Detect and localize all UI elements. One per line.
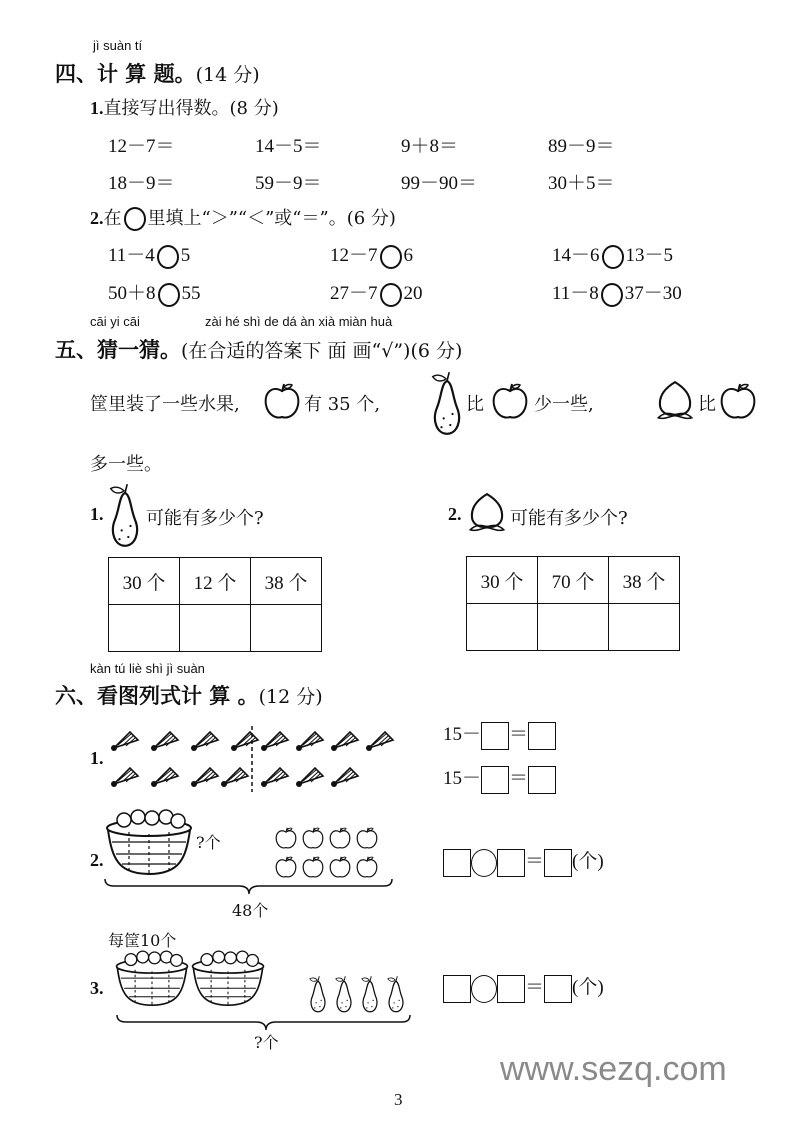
calc-item: 18－9＝ (108, 173, 175, 194)
right-expr: 5 (180, 245, 191, 266)
answer-cell[interactable] (467, 604, 538, 651)
option-label: 30 个 (109, 558, 180, 605)
q5-1-number (90, 504, 104, 525)
left-expr: 27－7 (330, 283, 378, 304)
answer-box[interactable] (544, 849, 572, 877)
eq-text: 15－ (443, 768, 482, 789)
q-number: 1. (90, 748, 104, 768)
left-expr: 11－4 (108, 245, 155, 266)
answer-box[interactable] (497, 849, 525, 877)
pear-icon (430, 370, 464, 436)
total-label: 48个 (232, 901, 269, 920)
compare-item (552, 240, 673, 269)
sentence-part: 筐里装了一些水果, (90, 394, 240, 415)
sentence-part: 有 35 个, (304, 394, 381, 415)
right-expr: 37－30 (624, 283, 682, 304)
unknown-label: ?个 (196, 833, 221, 852)
answer-circle[interactable] (380, 245, 402, 269)
compare-item (552, 278, 682, 307)
q-number: 2. (448, 504, 462, 524)
answer-circle[interactable] (380, 283, 402, 307)
option-label: 12 个 (180, 558, 251, 605)
compare-item (108, 240, 190, 269)
unknown-label: ?个 (254, 1033, 279, 1052)
apple-icon (718, 380, 758, 422)
circle-icon (124, 207, 146, 231)
answer-box[interactable] (443, 849, 471, 877)
option-label: 38 个 (251, 558, 322, 605)
compare-item (108, 278, 201, 307)
page-number: 3 (394, 1090, 403, 1109)
q4-2-heading (90, 204, 396, 231)
section6-pinyin: kàn tú liè shì jì suàn (90, 661, 205, 676)
section5-pinyin: cāi yi cāi (90, 314, 140, 329)
section5-instructions: (在合适的答案下 面 画“√”)(6 分) (181, 340, 463, 362)
equation (443, 846, 604, 877)
compare-item (330, 278, 423, 307)
right-expr: 20 (403, 283, 423, 304)
operator-circle[interactable] (471, 975, 497, 1003)
sentence-part: 多一些。 (90, 454, 162, 475)
section4-score: (14 分) (195, 64, 260, 86)
eq-text: ＝ (525, 851, 545, 872)
left-expr: 11－8 (552, 283, 599, 304)
brace-icon (104, 878, 394, 898)
calc-item: 99－90＝ (401, 173, 478, 194)
equation (443, 763, 556, 794)
right-expr: 6 (403, 245, 414, 266)
operator-circle[interactable] (471, 849, 497, 877)
answer-box[interactable] (481, 722, 509, 750)
calc-item: 9＋8＝ (401, 136, 459, 157)
calc-item: 30＋5＝ (548, 173, 615, 194)
eq-text: 15－ (443, 724, 482, 745)
answer-circle[interactable] (602, 245, 624, 269)
pear-basket-icon (114, 944, 190, 1014)
calc-item: 59－9＝ (255, 173, 322, 194)
pear-group (308, 975, 408, 1015)
apple-basket-icon (104, 808, 194, 878)
basket-note: 每筐10个 (108, 931, 177, 950)
section4-pinyin: jì suàn tí (93, 38, 143, 53)
answer-box[interactable] (528, 722, 556, 750)
right-expr: 13－5 (625, 245, 674, 266)
section6-score: (12 分) (258, 686, 323, 708)
answer-cell[interactable] (180, 605, 251, 652)
answer-cell[interactable] (538, 604, 609, 651)
peach-icon (466, 492, 508, 534)
answer-circle[interactable] (157, 245, 179, 269)
answer-cell[interactable] (109, 605, 180, 652)
shuttlecock-group (110, 726, 400, 792)
q-number: 2. (90, 208, 104, 228)
answer-circle[interactable] (158, 283, 180, 307)
peach-icon (654, 380, 696, 422)
calc-item: 14－5＝ (255, 136, 322, 157)
option-label: 70 个 (538, 557, 609, 604)
pear-icon (108, 482, 142, 548)
q-text: 直接写出得数。(8 分) (103, 98, 279, 119)
section5-title: 五、猜一猜。 (55, 337, 181, 362)
q6-3-number (90, 978, 104, 999)
apple-icon (262, 380, 302, 422)
q-text: 可能有多少个? (510, 508, 628, 529)
section4-title: 四、计 算 题。 (55, 61, 196, 86)
eq-text: ＝ (509, 768, 529, 789)
left-expr: 14－6 (552, 245, 600, 266)
option-label: 38 个 (609, 557, 680, 604)
left-expr: 50＋8 (108, 283, 156, 304)
answer-circle[interactable] (601, 283, 623, 307)
q5-2-number (448, 504, 462, 525)
answer-box[interactable] (497, 975, 525, 1003)
pear-basket-icon (190, 944, 266, 1014)
eq-text: ＝ (525, 977, 545, 998)
watermark: www.sezq.com (500, 1050, 727, 1088)
equation (443, 972, 604, 1003)
option-label: 30 个 (467, 557, 538, 604)
sentence-part: 少一些, (534, 394, 594, 415)
q-number: 1. (90, 98, 104, 118)
unit-label: (个) (572, 851, 604, 872)
answer-table-peach (466, 556, 680, 651)
sentence-part: 比 (698, 394, 716, 415)
answer-box[interactable] (443, 975, 471, 1003)
q-number: 3. (90, 978, 104, 998)
unit-label: (个) (572, 977, 604, 998)
section4-heading (55, 58, 260, 88)
sentence-part: 比 (466, 394, 484, 415)
answer-cell[interactable] (609, 604, 680, 651)
equation (443, 719, 556, 750)
answer-table-pear (108, 557, 322, 652)
right-expr: 55 (181, 283, 201, 304)
q-number: 1. (90, 504, 104, 524)
apple-icon (490, 380, 530, 422)
q-text: 在 (103, 208, 122, 229)
q4-1-heading (90, 94, 279, 120)
q6-2-number (90, 850, 104, 871)
section5-pinyin-instr: zài hé shì de dá àn xià miàn huà (205, 314, 393, 329)
apple-group (274, 826, 384, 880)
left-expr: 12－7 (330, 245, 378, 266)
q6-1-number (90, 748, 104, 769)
q-text: 可能有多少个? (146, 508, 264, 529)
answer-box[interactable] (544, 975, 572, 1003)
answer-box[interactable] (528, 766, 556, 794)
section5-heading (55, 334, 462, 364)
compare-item (330, 240, 413, 269)
q-number: 2. (90, 850, 104, 870)
answer-cell[interactable] (251, 605, 322, 652)
eq-text: ＝ (509, 724, 529, 745)
calc-item: 12－7＝ (108, 136, 175, 157)
answer-box[interactable] (481, 766, 509, 794)
section6-title: 六、看图列式计 算 。 (55, 683, 259, 708)
q-text: 里填上“＞”“＜”或“＝”。(6 分) (147, 208, 396, 229)
calc-item: 89－9＝ (548, 136, 615, 157)
section6-heading (55, 680, 323, 710)
